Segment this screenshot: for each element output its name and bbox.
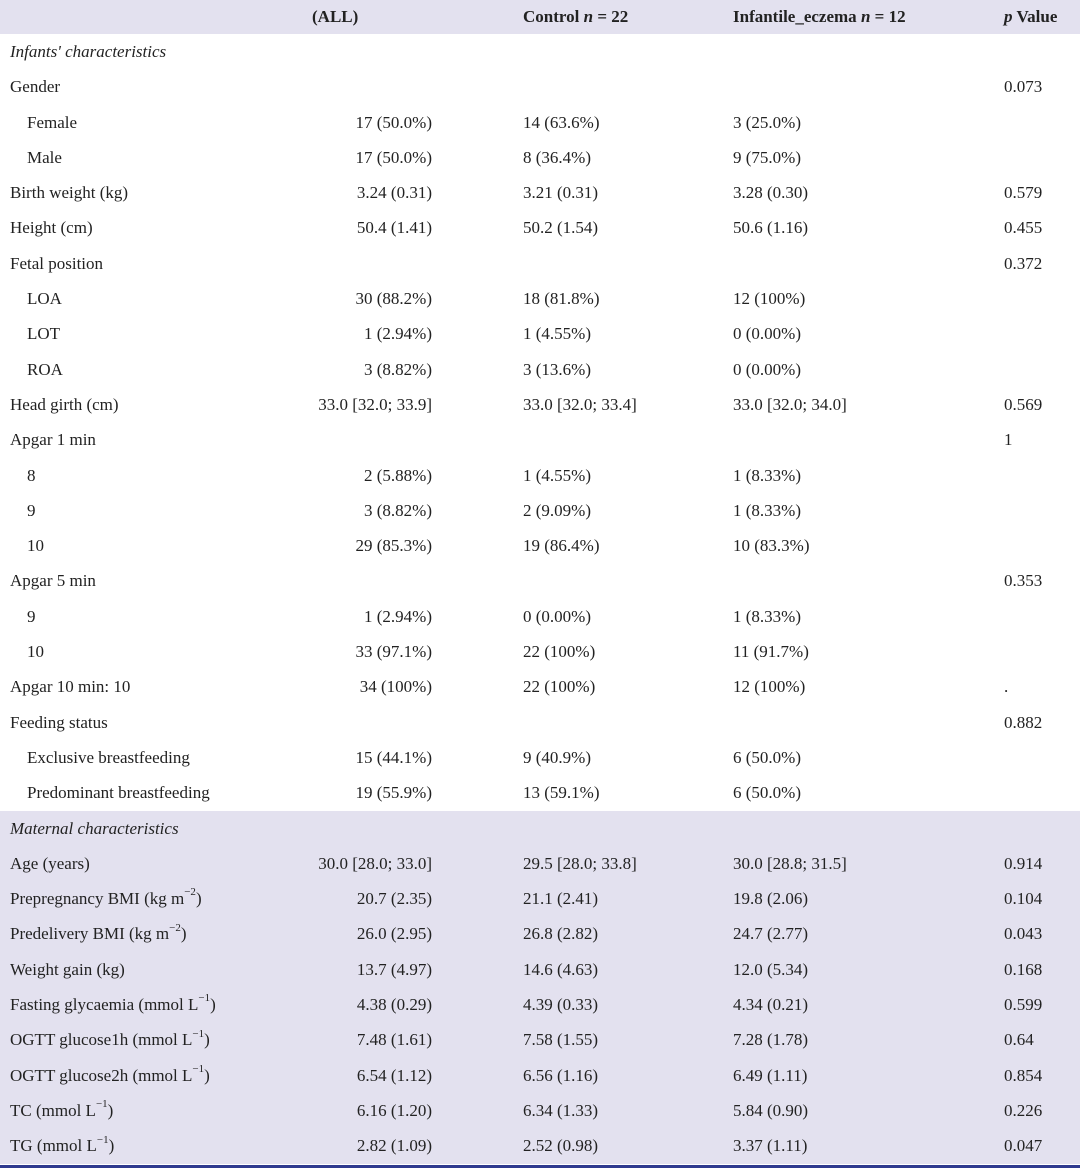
cell-control: 21.1 (2.41): [523, 889, 599, 909]
row-label: OGTT glucose1h (mmol $L^{-1}$): [10, 1027, 210, 1050]
cell-eczema: 33.0 [32.0; 34.0]: [733, 394, 847, 414]
cell-all: 30 (88.2%): [355, 289, 432, 309]
row-label: Predominant breastfeeding: [27, 783, 210, 803]
cell-p: 0.599: [1004, 995, 1043, 1015]
cell-all: 1 (2.94%): [364, 324, 432, 344]
section-header-row: [0, 34, 1080, 69]
row-label: 10: [27, 642, 44, 662]
cell-p: .: [1004, 677, 1009, 697]
cell-eczema: 30.0 [28.8; 31.5]: [733, 853, 847, 873]
cell-all: 1 (2.94%): [364, 606, 432, 626]
cell-eczema: 4.34 (0.21): [733, 995, 809, 1015]
header-control: Control n = 22: [523, 7, 629, 26]
cell-eczema: 3.28 (0.30): [733, 183, 809, 203]
row-label: Gender: [10, 77, 61, 97]
table-row: [0, 740, 1080, 775]
table-row: [0, 987, 1080, 1022]
table-body: [0, 34, 1080, 1164]
table-row: [0, 140, 1080, 175]
table-row: [0, 210, 1080, 245]
row-label: Age (years): [10, 853, 90, 873]
header-all: (ALL): [312, 7, 359, 26]
cell-eczema: 12 (100%): [733, 677, 806, 697]
table-row: [0, 175, 1080, 210]
cell-control: 29.5 [28.0; 33.8]: [523, 853, 637, 873]
table-row: [0, 246, 1080, 281]
table-row: [0, 1058, 1080, 1093]
cell-eczema: 1 (8.33%): [733, 465, 801, 485]
cell-eczema: 3.37 (1.11): [733, 1136, 808, 1156]
row-label: TG (mmol $L^{-1}$): [10, 1133, 115, 1156]
cell-control: 2 (9.09%): [523, 500, 591, 520]
cell-p: 0.353: [1004, 571, 1043, 591]
row-label: 9: [27, 500, 36, 520]
cell-p: 0.047: [1004, 1136, 1043, 1156]
cell-control: 19 (86.4%): [523, 536, 600, 556]
cell-eczema: 7.28 (1.78): [733, 1030, 809, 1050]
table-row: [0, 634, 1080, 669]
cell-all: 50.4 (1.41): [356, 218, 432, 238]
cell-all: 34 (100%): [359, 677, 432, 697]
cell-all: 15 (44.1%): [355, 747, 432, 767]
table-row: [0, 387, 1080, 422]
table-row: [0, 1128, 1080, 1163]
table-row: [0, 316, 1080, 351]
cell-p: 1: [1004, 430, 1013, 450]
cell-eczema: 12 (100%): [733, 289, 806, 309]
table-row: [0, 1093, 1080, 1128]
cell-p: 0.372: [1004, 253, 1043, 273]
cell-all: 17 (50.0%): [355, 147, 432, 167]
cell-control: 13 (59.1%): [523, 783, 600, 803]
cell-control: 14.6 (4.63): [523, 959, 599, 979]
table-row: [0, 528, 1080, 563]
cell-control: 2.52 (0.98): [523, 1136, 599, 1156]
cell-all: 13.7 (4.97): [356, 959, 432, 979]
row-label: Predelivery BMI (kg $m^{-2}$): [10, 921, 187, 944]
table-row: [0, 105, 1080, 140]
row-label: Head girth (cm): [10, 394, 119, 414]
cell-eczema: 9 (75.0%): [733, 147, 801, 167]
cell-eczema: 1 (8.33%): [733, 500, 801, 520]
cell-control: 6.56 (1.16): [523, 1065, 599, 1085]
cell-control: 3 (13.6%): [523, 359, 591, 379]
cell-control: 18 (81.8%): [523, 289, 600, 309]
row-label: 8: [27, 465, 36, 485]
cell-all: 3.24 (0.31): [356, 183, 432, 203]
cell-all: 17 (50.0%): [355, 112, 432, 132]
cell-control: 1 (4.55%): [523, 465, 591, 485]
cell-eczema: 6 (50.0%): [733, 783, 801, 803]
row-label: TC (mmol $L^{-1}$): [10, 1098, 114, 1120]
cell-eczema: 12.0 (5.34): [733, 959, 809, 979]
section-header-row: [0, 811, 1080, 846]
table-row: [0, 352, 1080, 387]
cell-p: 0.104: [1004, 889, 1043, 909]
cell-control: 1 (4.55%): [523, 324, 591, 344]
cell-p: 0.168: [1004, 959, 1043, 979]
row-label: Exclusive breastfeeding: [27, 747, 190, 767]
cell-p: 0.226: [1004, 1100, 1043, 1120]
cell-all: 3 (8.82%): [364, 359, 432, 379]
cell-eczema: 0 (0.00%): [733, 359, 801, 379]
table-row: [0, 563, 1080, 598]
cell-p: 0.914: [1004, 853, 1043, 873]
cell-eczema: 0 (0.00%): [733, 324, 801, 344]
cell-all: 20.7 (2.35): [356, 889, 432, 909]
table-row: [0, 916, 1080, 951]
cell-all: 3 (8.82%): [364, 500, 432, 520]
table-row: [0, 493, 1080, 528]
cell-control: 6.34 (1.33): [523, 1100, 599, 1120]
cell-all: 33 (97.1%): [355, 642, 432, 662]
row-label: Height (cm): [10, 218, 93, 238]
cell-eczema: 6.49 (1.11): [733, 1065, 808, 1085]
header-eczema: Infantile_eczema n = 12: [733, 7, 906, 26]
row-label: Apgar 5 min: [10, 571, 96, 591]
cell-control: 22 (100%): [523, 642, 596, 662]
row-label: Male: [27, 147, 62, 167]
row-label: Infants' characteristics: [10, 42, 167, 61]
cell-control: 14 (63.6%): [523, 112, 600, 132]
cell-control: 50.2 (1.54): [523, 218, 599, 238]
cell-eczema: 6 (50.0%): [733, 747, 801, 767]
row-label: LOT: [27, 324, 61, 344]
table-row: [0, 846, 1080, 881]
row-label: LOA: [27, 289, 62, 309]
cell-p: 0.455: [1004, 218, 1043, 238]
cell-all: 19 (55.9%): [355, 783, 432, 803]
cell-eczema: 1 (8.33%): [733, 606, 801, 626]
cell-control: 0 (0.00%): [523, 606, 591, 626]
row-label: Apgar 10 min: 10: [10, 677, 131, 697]
table-row: [0, 69, 1080, 104]
row-label: 10: [27, 536, 44, 556]
cell-eczema: 50.6 (1.16): [733, 218, 809, 238]
cell-eczema: 19.8 (2.06): [733, 889, 809, 909]
table-row: [0, 281, 1080, 316]
cell-p: 0.579: [1004, 183, 1043, 203]
table-row: [0, 458, 1080, 493]
cell-control: 22 (100%): [523, 677, 596, 697]
row-label: Prepregnancy BMI (kg $m^{-2}$): [10, 886, 202, 909]
table-row: [0, 422, 1080, 457]
cell-eczema: 3 (25.0%): [733, 112, 801, 132]
table-row: [0, 599, 1080, 634]
cell-control: 7.58 (1.55): [523, 1030, 599, 1050]
cell-all: 4.38 (0.29): [356, 995, 432, 1015]
cell-eczema: 11 (91.7%): [733, 642, 809, 662]
cell-control: 8 (36.4%): [523, 147, 591, 167]
cell-control: 4.39 (0.33): [523, 995, 599, 1015]
row-label: Birth weight (kg): [10, 183, 129, 203]
row-label: Maternal characteristics: [10, 818, 179, 838]
cell-all: 30.0 [28.0; 33.0]: [318, 853, 432, 873]
cell-eczema: 5.84 (0.90): [733, 1100, 809, 1120]
table-row: [0, 669, 1080, 704]
row-label: Female: [27, 112, 78, 132]
cell-p: 0.073: [1004, 77, 1043, 97]
row-label: Fetal position: [10, 253, 104, 273]
table-row: [0, 775, 1080, 810]
row-label: Fasting glycaemia (mmol $L^{-1}$): [10, 992, 216, 1015]
cell-all: 7.48 (1.61): [356, 1030, 432, 1050]
row-label: Apgar 1 min: [10, 430, 96, 450]
header-pvalue: p Value: [1004, 7, 1058, 26]
row-label: 9: [27, 606, 36, 626]
table-row: [0, 1022, 1080, 1057]
cell-eczema: 10 (83.3%): [733, 536, 810, 556]
cell-all: 2.82 (1.09): [356, 1136, 432, 1156]
cell-p: 0.569: [1004, 394, 1043, 414]
row-label: OGTT glucose2h (mmol $L^{-1}$): [10, 1062, 210, 1085]
row-label: Weight gain (kg): [10, 959, 125, 979]
cell-eczema: 24.7 (2.77): [733, 924, 809, 944]
cell-all: 6.16 (1.20): [356, 1100, 432, 1120]
table-row: [0, 952, 1080, 987]
row-label: Feeding status: [10, 712, 108, 732]
cell-p: 0.043: [1004, 924, 1043, 944]
cell-p: 0.882: [1004, 712, 1043, 732]
cell-all: 6.54 (1.12): [356, 1065, 432, 1085]
table-row: [0, 705, 1080, 740]
cell-control: 3.21 (0.31): [523, 183, 599, 203]
cell-control: 26.8 (2.82): [523, 924, 599, 944]
table-row: [0, 881, 1080, 916]
row-label: ROA: [27, 359, 63, 379]
cell-all: 33.0 [32.0; 33.9]: [318, 394, 432, 414]
cell-all: 26.0 (2.95): [356, 924, 432, 944]
cell-control: 9 (40.9%): [523, 747, 591, 767]
table-header-row: [0, 0, 1080, 34]
cell-all: 2 (5.88%): [364, 465, 432, 485]
cell-all: 29 (85.3%): [355, 536, 432, 556]
cell-p: 0.64: [1004, 1030, 1034, 1050]
cell-p: 0.854: [1004, 1065, 1043, 1085]
cell-control: 33.0 [32.0; 33.4]: [523, 394, 637, 414]
